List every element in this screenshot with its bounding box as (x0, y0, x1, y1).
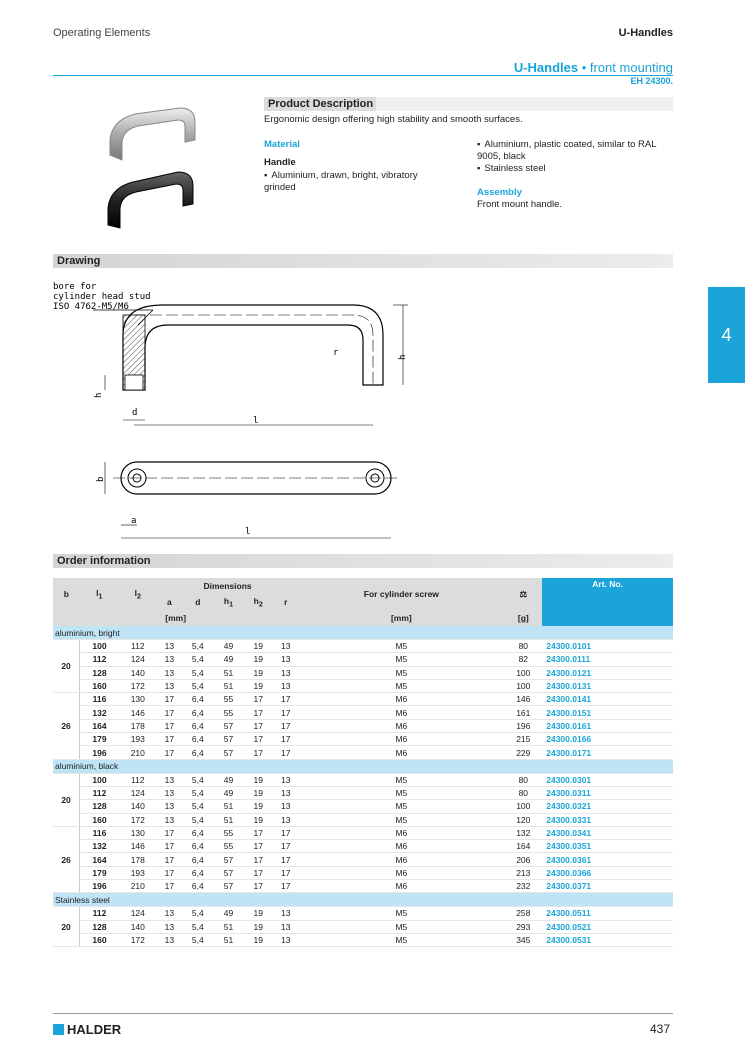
table-cell: 193 (119, 866, 157, 879)
table-cell: 17 (243, 853, 273, 866)
cell-art-no[interactable]: 24300.0311 (542, 786, 673, 799)
cell-art-no[interactable]: 24300.0511 (542, 907, 673, 920)
table-cell: 49 (214, 786, 244, 799)
table-cell: 13 (273, 786, 298, 799)
table-cell: 146 (504, 693, 542, 706)
col-l2: $l_2$ (119, 578, 157, 610)
table-cell: 49 (214, 640, 244, 653)
group-name: aluminium, bright (53, 626, 673, 640)
table-cell: M5 (298, 773, 504, 786)
table-cell: 112 (80, 653, 119, 666)
label-h2: h (94, 392, 104, 398)
table-cell: 179 (80, 866, 119, 879)
table-cell: 232 (504, 880, 542, 893)
table-cell: 146 (119, 840, 157, 853)
table-cell: 178 (119, 719, 157, 732)
group-header-row (53, 893, 673, 907)
cell-art-no[interactable]: 24300.0366 (542, 866, 673, 879)
table-cell: 17 (273, 693, 298, 706)
table-cell: 5,4 (182, 653, 214, 666)
table-cell: 130 (119, 826, 157, 839)
table-cell: 17 (243, 880, 273, 893)
col-d: d (182, 594, 214, 610)
cell-art-no[interactable]: 24300.0331 (542, 813, 673, 826)
label-b: b (96, 476, 106, 482)
table-cell: 57 (214, 880, 244, 893)
table-cell: M5 (298, 920, 504, 933)
table-cell: 51 (214, 933, 244, 946)
table-cell: 13 (273, 640, 298, 653)
table-cell: 120 (504, 813, 542, 826)
table-cell: 19 (243, 666, 273, 679)
table-cell: 19 (243, 679, 273, 692)
table-cell: 5,4 (182, 813, 214, 826)
table-cell: M5 (298, 800, 504, 813)
cell-art-no[interactable]: 24300.0351 (542, 840, 673, 853)
table-cell: 112 (119, 773, 157, 786)
label-l2: l (245, 527, 251, 537)
silver-handle-image (110, 108, 195, 160)
material-item-black: ▪ Aluminium, plastic coated, similar to RAL 9005, black (477, 139, 657, 163)
table-cell: 100 (80, 773, 119, 786)
table-row (53, 693, 673, 706)
title-sub: front mounting (589, 60, 673, 75)
table-cell: 196 (504, 719, 542, 732)
table-cell: 17 (157, 746, 182, 759)
table-cell: 193 (119, 733, 157, 746)
group-name: aluminium, black (53, 759, 673, 773)
assembly-label: Assembly (477, 187, 522, 198)
table-cell: 178 (119, 853, 157, 866)
table-row (53, 907, 673, 920)
cell-art-no[interactable]: 24300.0166 (542, 733, 673, 746)
table-cell: M6 (298, 866, 504, 879)
table-cell: 17 (157, 880, 182, 893)
table-cell: 124 (119, 907, 157, 920)
table-cell: 49 (214, 907, 244, 920)
table-cell: 13 (157, 679, 182, 692)
table-cell: 128 (80, 666, 119, 679)
table-row (53, 880, 673, 893)
group-header-row (53, 626, 673, 640)
table-cell: 17 (157, 866, 182, 879)
table-row (53, 719, 673, 732)
table-cell: 5,4 (182, 666, 214, 679)
table-cell: 5,4 (182, 933, 214, 946)
cell-art-no[interactable]: 24300.0301 (542, 773, 673, 786)
table-cell: 112 (119, 640, 157, 653)
table-cell: M6 (298, 693, 504, 706)
table-cell: 55 (214, 826, 244, 839)
table-cell: 5,4 (182, 786, 214, 799)
table-cell: 140 (119, 666, 157, 679)
col-a: a (157, 594, 182, 610)
table-cell: 146 (119, 706, 157, 719)
table-cell: 19 (243, 813, 273, 826)
order-information-heading: Order information (53, 554, 673, 568)
table-cell: 160 (80, 679, 119, 692)
page-title (514, 60, 673, 75)
table-cell: 100 (504, 679, 542, 692)
table-cell: M6 (298, 733, 504, 746)
drawing-heading: Drawing (53, 254, 673, 268)
product-description-heading: Product Description (264, 97, 376, 111)
unit-mm-screw: [mm] (298, 610, 504, 626)
drawing-note-1: bore for (53, 282, 97, 292)
table-cell: 172 (119, 679, 157, 692)
table-cell: 132 (80, 706, 119, 719)
table-cell: M6 (298, 853, 504, 866)
table-cell: 210 (119, 746, 157, 759)
header-section-title: Operating Elements (53, 27, 151, 39)
table-cell: 6,4 (182, 866, 214, 879)
table-row (53, 653, 673, 666)
table-cell: 13 (157, 920, 182, 933)
table-cell: 161 (504, 706, 542, 719)
table-cell: 13 (273, 933, 298, 946)
table-row (53, 640, 673, 653)
table-row (53, 773, 673, 786)
table-cell: 57 (214, 746, 244, 759)
col-b: b (53, 578, 80, 610)
table-cell: 5,4 (182, 800, 214, 813)
table-cell: 6,4 (182, 826, 214, 839)
cell-art-no[interactable]: 24300.0371 (542, 880, 673, 893)
table-row (53, 786, 673, 799)
table-cell: 57 (214, 719, 244, 732)
table-cell: 49 (214, 653, 244, 666)
table-cell: 80 (504, 640, 542, 653)
table-cell: 82 (504, 653, 542, 666)
cell-art-no[interactable]: 24300.0341 (542, 826, 673, 839)
table-cell: 17 (243, 693, 273, 706)
order-table (53, 578, 673, 947)
table-cell: 17 (157, 826, 182, 839)
table-cell: 210 (119, 880, 157, 893)
drawing-note-2: cylinder head stud (53, 292, 151, 302)
table-cell: 19 (243, 773, 273, 786)
table-cell: 13 (157, 813, 182, 826)
table-cell: 5,4 (182, 679, 214, 692)
table-cell: 19 (243, 800, 273, 813)
table-cell: 345 (504, 933, 542, 946)
table-row (53, 679, 673, 692)
table-cell: 6,4 (182, 853, 214, 866)
table-cell: 164 (504, 840, 542, 853)
table-cell: 6,4 (182, 706, 214, 719)
table-cell: 13 (157, 653, 182, 666)
cell-art-no[interactable]: 24300.0111 (542, 653, 673, 666)
table-row (53, 733, 673, 746)
table-cell: 6,4 (182, 840, 214, 853)
product-photo (100, 100, 210, 240)
table-cell: M6 (298, 826, 504, 839)
cell-art-no[interactable]: 24300.0151 (542, 706, 673, 719)
table-cell: 206 (504, 853, 542, 866)
table-cell: 128 (80, 800, 119, 813)
col-r: r (273, 594, 298, 610)
table-cell: M5 (298, 813, 504, 826)
cell-b: 20 (53, 773, 80, 826)
cell-art-no[interactable]: 24300.0361 (542, 853, 673, 866)
cell-b: 20 (53, 640, 80, 693)
table-cell: M5 (298, 786, 504, 799)
cell-art-no[interactable]: 24300.0321 (542, 800, 673, 813)
table-cell: 258 (504, 907, 542, 920)
table-cell: 17 (157, 840, 182, 853)
table-cell: 140 (119, 920, 157, 933)
table-cell: 160 (80, 813, 119, 826)
table-cell: 19 (243, 653, 273, 666)
table-cell: 100 (504, 800, 542, 813)
table-cell: 17 (273, 840, 298, 853)
table-cell: 13 (157, 773, 182, 786)
table-cell: 213 (504, 866, 542, 879)
label-r: r (333, 348, 339, 358)
label-h1: h (398, 354, 408, 360)
table-cell: 17 (157, 706, 182, 719)
technical-drawing (53, 280, 433, 540)
table-cell: 116 (80, 693, 119, 706)
table-cell: 17 (157, 693, 182, 706)
table-cell: 80 (504, 773, 542, 786)
table-cell: 80 (504, 786, 542, 799)
table-cell: 19 (243, 786, 273, 799)
header-divider (53, 75, 673, 76)
title-separator: • (578, 60, 590, 75)
col-weight-icon: ⚖ (504, 578, 542, 610)
unit-mm: [mm] (53, 610, 298, 626)
table-row (53, 933, 673, 946)
table-cell: 17 (273, 719, 298, 732)
table-cell: M6 (298, 706, 504, 719)
col-h1: $h_1$ (214, 594, 244, 610)
table-cell: 179 (80, 733, 119, 746)
cell-art-no[interactable]: 24300.0531 (542, 933, 673, 946)
table-cell: 17 (243, 840, 273, 853)
handle-label: Handle (264, 157, 296, 168)
table-cell: 229 (504, 746, 542, 759)
table-cell: 130 (119, 693, 157, 706)
label-a: a (131, 516, 137, 526)
table-cell: 6,4 (182, 733, 214, 746)
cell-art-no[interactable]: 24300.0121 (542, 666, 673, 679)
table-cell: 6,4 (182, 746, 214, 759)
table-row (53, 826, 673, 839)
table-cell: 13 (273, 666, 298, 679)
table-cell: 55 (214, 840, 244, 853)
table-cell: M5 (298, 679, 504, 692)
table-cell: 13 (273, 653, 298, 666)
table-row (53, 746, 673, 759)
table-cell: 17 (243, 746, 273, 759)
cell-art-no[interactable]: 24300.0101 (542, 640, 673, 653)
table-row (53, 866, 673, 879)
table-cell: 13 (273, 773, 298, 786)
table-cell: 51 (214, 800, 244, 813)
table-cell: M5 (298, 653, 504, 666)
table-cell: 17 (273, 866, 298, 879)
product-code: EH 24300. (630, 76, 673, 86)
table-cell: 112 (80, 907, 119, 920)
table-cell: 196 (80, 880, 119, 893)
table-cell: M6 (298, 746, 504, 759)
table-cell: 19 (243, 640, 273, 653)
table-cell: 13 (273, 907, 298, 920)
table-cell: 17 (273, 746, 298, 759)
table-cell: 293 (504, 920, 542, 933)
table-cell: 13 (157, 786, 182, 799)
label-l1: l (253, 416, 259, 426)
col-dimensions: Dimensions (157, 578, 299, 594)
table-cell: 13 (157, 907, 182, 920)
chapter-tab[interactable] (708, 287, 745, 383)
table-cell: 17 (157, 719, 182, 732)
drawing-note-3: ISO 4762-M5/M6 (53, 302, 129, 312)
table-cell: 128 (80, 920, 119, 933)
table-cell: 13 (273, 813, 298, 826)
table-cell: M5 (298, 933, 504, 946)
table-cell: 13 (157, 800, 182, 813)
table-cell: 6,4 (182, 719, 214, 732)
table-cell: 51 (214, 679, 244, 692)
table-cell: 5,4 (182, 773, 214, 786)
table-cell: 17 (243, 826, 273, 839)
table-cell: 19 (243, 933, 273, 946)
black-handle-image (108, 172, 193, 228)
table-cell: M6 (298, 880, 504, 893)
table-cell: 57 (214, 853, 244, 866)
table-row (53, 800, 673, 813)
table-row (53, 813, 673, 826)
col-screw: For cylinder screw (298, 578, 504, 610)
footer-divider (53, 1013, 673, 1014)
table-cell: 17 (243, 706, 273, 719)
table-cell: 164 (80, 853, 119, 866)
table-cell: M5 (298, 666, 504, 679)
table-cell: 112 (80, 786, 119, 799)
table-cell: M5 (298, 907, 504, 920)
table-cell: 57 (214, 866, 244, 879)
table-cell: 55 (214, 693, 244, 706)
table-cell: 57 (214, 733, 244, 746)
product-description-text: Ergonomic design offering high stability and smooth surfaces. (264, 114, 523, 125)
title-main: U-Handles (513, 60, 579, 75)
table-cell: 13 (273, 800, 298, 813)
table-cell: 5,4 (182, 920, 214, 933)
table-cell: 17 (273, 826, 298, 839)
table-cell: 17 (243, 719, 273, 732)
col-art-no: Art. No. (542, 578, 673, 626)
table-cell: M6 (298, 719, 504, 732)
handle-item: ▪ Aluminium, drawn, bright, vibratory grinded (264, 170, 434, 194)
cell-art-no[interactable]: 24300.0171 (542, 746, 673, 759)
table-cell: 116 (80, 826, 119, 839)
cell-b: 20 (53, 907, 80, 947)
table-cell: 13 (157, 640, 182, 653)
table-cell: 6,4 (182, 693, 214, 706)
table-cell: 19 (243, 920, 273, 933)
table-cell: 17 (273, 706, 298, 719)
table-row (53, 706, 673, 719)
table-cell: 13 (273, 679, 298, 692)
table-cell: 160 (80, 933, 119, 946)
table-cell: 13 (157, 933, 182, 946)
table-cell: 6,4 (182, 880, 214, 893)
table-cell: 124 (119, 786, 157, 799)
table-cell: 17 (273, 733, 298, 746)
table-cell: 100 (504, 666, 542, 679)
table-cell: 5,4 (182, 640, 214, 653)
table-cell: M6 (298, 840, 504, 853)
table-cell: 164 (80, 719, 119, 732)
table-cell: 55 (214, 706, 244, 719)
table-cell: 215 (504, 733, 542, 746)
header-product-group: U-Handles (618, 27, 673, 39)
table-row (53, 666, 673, 679)
table-cell: 17 (157, 733, 182, 746)
material-item-steel: ▪ Stainless steel (477, 163, 546, 175)
col-h2: $h_2$ (243, 594, 273, 610)
cell-art-no[interactable]: 24300.0131 (542, 679, 673, 692)
table-cell: 196 (80, 746, 119, 759)
chapter-number: 4 (721, 324, 732, 345)
table-cell: 13 (273, 920, 298, 933)
col-l1: $l_1$ (80, 578, 119, 610)
cell-art-no[interactable]: 24300.0161 (542, 719, 673, 732)
table-cell: 51 (214, 813, 244, 826)
table-cell: 17 (243, 733, 273, 746)
group-name: Stainless steel (53, 893, 673, 907)
table-cell: 172 (119, 933, 157, 946)
table-cell: 49 (214, 773, 244, 786)
table-cell: 13 (157, 666, 182, 679)
unit-g: [g] (504, 610, 542, 626)
material-label: Material (264, 139, 300, 150)
table-cell: 132 (504, 826, 542, 839)
table-cell: 19 (243, 907, 273, 920)
cell-art-no[interactable]: 24300.0141 (542, 693, 673, 706)
table-cell: 17 (273, 880, 298, 893)
table-cell: 17 (273, 853, 298, 866)
assembly-text: Front mount handle. (477, 199, 563, 210)
table-cell: 17 (243, 866, 273, 879)
table-cell: 17 (157, 853, 182, 866)
label-d: d (132, 408, 138, 418)
table-cell: M5 (298, 640, 504, 653)
table-row (53, 840, 673, 853)
table-cell: 51 (214, 920, 244, 933)
table-cell: 5,4 (182, 907, 214, 920)
table-row (53, 853, 673, 866)
cell-b: 26 (53, 693, 80, 759)
table-cell: 132 (80, 840, 119, 853)
heading-bar-fill (376, 97, 673, 111)
table-cell: 100 (80, 640, 119, 653)
cell-b: 26 (53, 826, 80, 892)
group-header-row (53, 759, 673, 773)
table-cell: 172 (119, 813, 157, 826)
table-cell: 124 (119, 653, 157, 666)
table-cell: 51 (214, 666, 244, 679)
table-cell: 140 (119, 800, 157, 813)
table-row (53, 920, 673, 933)
page-number: 437 (649, 1022, 670, 1036)
halder-logo: HALDER (53, 1022, 121, 1037)
cell-art-no[interactable]: 24300.0521 (542, 920, 673, 933)
